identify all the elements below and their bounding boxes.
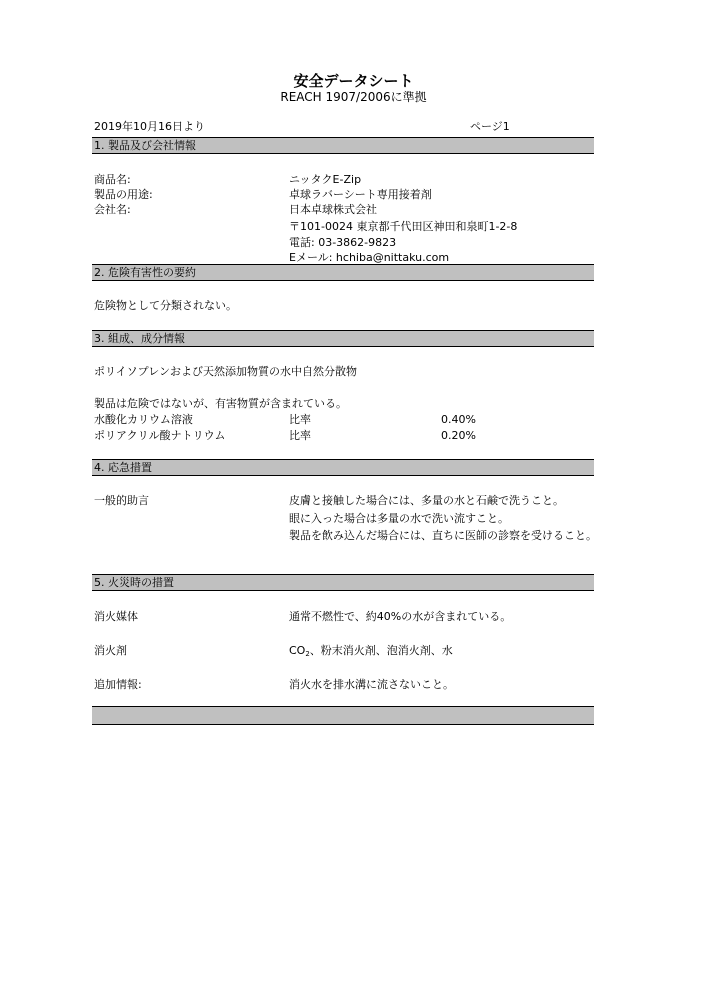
page-number: ページ1 <box>470 120 510 133</box>
hazard-summary-text: 危険物として分類されない。 <box>94 299 237 312</box>
document-subtitle: REACH 1907/2006に準拠 <box>280 90 427 104</box>
additional-info-value: 消火水を排水溝に流さないこと。 <box>289 678 454 691</box>
company-phone: 電話: 03-3862-9823 <box>289 236 397 249</box>
product-name-value: ニッタクE-Zip <box>289 173 362 186</box>
company-label: 会社名: <box>94 203 131 216</box>
product-use-label: 製品の用途: <box>94 188 153 201</box>
section-4-header <box>92 459 594 476</box>
document-title: 安全データシート <box>293 72 414 90</box>
first-aid-ingestion: 製品を飲み込んだ場合には、直ちに医師の診察を受けること。 <box>289 529 597 542</box>
section-1-header <box>92 137 594 154</box>
extinguishing-media-label: 消火媒体 <box>94 610 138 623</box>
extinguishing-agent-label: 消火剤 <box>94 644 127 657</box>
section-3-header <box>92 330 594 347</box>
first-aid-skin: 皮膚と接触した場合には、多量の水と石鹸で洗うこと。 <box>289 494 564 507</box>
section-2-title: 2. 危険有害性の要約 <box>94 266 196 279</box>
company-value: 日本卓球株式会社 <box>289 203 377 216</box>
company-address: 〒101-0024 東京都千代田区神田和泉町1-2-8 <box>289 220 518 233</box>
section-4-title: 4. 応急措置 <box>94 461 152 474</box>
co2-text: CO <box>289 644 306 657</box>
first-aid-eyes: 眼に入った場合は多量の水で洗い流すこと。 <box>289 512 509 525</box>
product-name-label: 商品名: <box>94 173 131 186</box>
extinguishing-agent-value <box>289 643 453 658</box>
component-ratio-label: 比率 <box>289 413 311 426</box>
section-2-header <box>92 264 594 281</box>
section-5-title: 5. 火災時の措置 <box>94 576 174 589</box>
first-aid-label: 一般的助言 <box>94 494 149 507</box>
product-use-value: 卓球ラバーシート専用接着剤 <box>289 188 432 201</box>
section-1-title: 1. 製品及び会社情報 <box>94 139 196 152</box>
component-ratio-label: 比率 <box>289 429 311 442</box>
extinguishing-agent-rest: 、粉末消火剤、泡消火剤、水 <box>309 644 453 657</box>
section-3-title: 3. 組成、成分情報 <box>94 332 185 345</box>
company-email: Eメール: hchiba@nittaku.com <box>289 251 450 264</box>
component-name: ポリアクリル酸ナトリウム <box>94 429 226 442</box>
section-5-header <box>92 574 594 591</box>
section-6-header-empty <box>92 706 594 725</box>
component-ratio-value: 0.40% <box>441 413 476 426</box>
effective-date: 2019年10月16日より <box>94 120 205 133</box>
component-name: 水酸化カリウム溶液 <box>94 413 193 426</box>
extinguishing-media-value: 通常不燃性で、約40%の水が含まれている。 <box>289 610 512 623</box>
composition-description: ポリイソプレンおよび天然添加物質の水中自然分散物 <box>94 365 357 378</box>
component-ratio-value: 0.20% <box>441 429 476 442</box>
co2-subscript: 2 <box>305 650 310 658</box>
hazard-content-note: 製品は危険ではないが、有害物質が含まれている。 <box>94 397 347 410</box>
additional-info-label: 追加情報: <box>94 678 142 691</box>
